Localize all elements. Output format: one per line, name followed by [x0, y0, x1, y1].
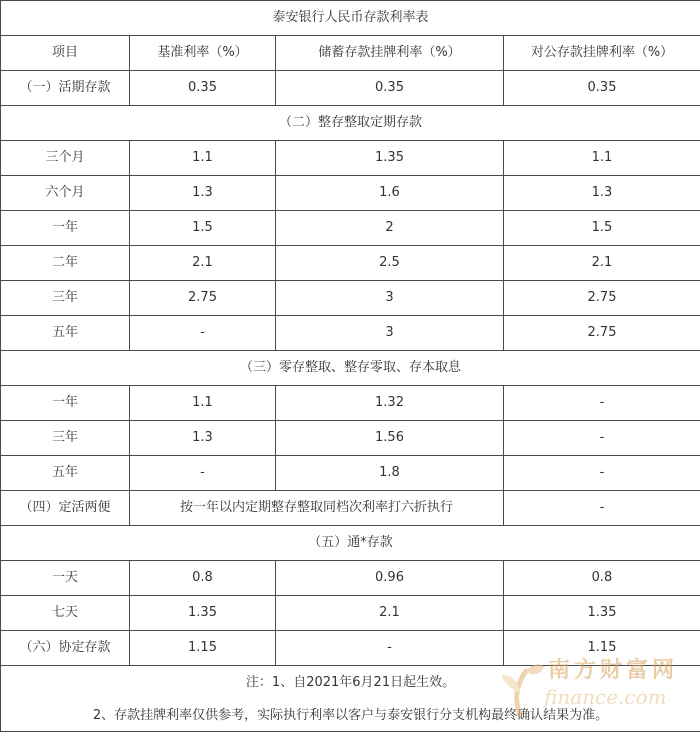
row-label: 二年 [1, 246, 130, 281]
base-rate-cell: 1.5 [130, 211, 276, 246]
base-rate-cell: 0.35 [130, 71, 276, 106]
savings-rate-cell: 2 [276, 211, 504, 246]
row-label: 一年 [1, 386, 130, 421]
corporate-rate-cell: 2.75 [504, 281, 700, 316]
table-title-row [1, 1, 700, 36]
row-label: 三年 [1, 281, 130, 316]
table-row [1, 281, 700, 316]
corporate-rate-cell: 1.3 [504, 176, 700, 211]
row-label: 五年 [1, 316, 130, 351]
header-corporate-rate: 对公存款挂牌利率（%） [504, 36, 700, 71]
table-row [1, 176, 700, 211]
section-header-row [1, 526, 700, 561]
table-title: 泰安银行人民币存款利率表 [1, 1, 700, 36]
corporate-rate-cell: 1.15 [504, 631, 700, 666]
base-rate-cell: 2.75 [130, 281, 276, 316]
base-rate-cell: 1.3 [130, 176, 276, 211]
corporate-rate-cell: 2.1 [504, 246, 700, 281]
savings-rate-cell: 2.1 [276, 596, 504, 631]
savings-rate-cell: 2.5 [276, 246, 504, 281]
base-rate-cell: 1.1 [130, 386, 276, 421]
base-rate-cell: 2.1 [130, 246, 276, 281]
base-rate-cell: 1.3 [130, 421, 276, 456]
base-rate-cell: 0.8 [130, 561, 276, 596]
table-row [1, 631, 700, 666]
row-label: 三个月 [1, 141, 130, 176]
savings-rate-cell: 1.32 [276, 386, 504, 421]
savings-rate-cell: 1.35 [276, 141, 504, 176]
header-item: 项目 [1, 36, 130, 71]
corporate-rate-cell: - [504, 421, 700, 456]
table-row [1, 421, 700, 456]
row-label: 一天 [1, 561, 130, 596]
section-title: （二）整存整取定期存款 [1, 106, 700, 141]
section-title: （三）零存整取、整存零取、存本取息 [1, 351, 700, 386]
header-row [1, 36, 700, 71]
note-effective-date: 注：1、自2021年6月21日起生效。 [1, 666, 700, 701]
row-label: 七天 [1, 596, 130, 631]
base-rate-cell: 1.1 [130, 141, 276, 176]
row-label: （四）定活两便 [1, 491, 130, 526]
corporate-rate-cell: 0.8 [504, 561, 700, 596]
table-row [1, 71, 700, 106]
savings-rate-cell: 0.35 [276, 71, 504, 106]
table-row [1, 211, 700, 246]
note-disclaimer: 2、存款挂牌利率仅供参考，实际执行利率以客户与泰安银行分支机构最终确认结果为准。 [1, 701, 700, 732]
corporate-rate-cell: 1.1 [504, 141, 700, 176]
header-base-rate: 基准利率（%） [130, 36, 276, 71]
note-row [1, 666, 700, 701]
savings-rate-cell: 0.96 [276, 561, 504, 596]
savings-rate-cell: 1.8 [276, 456, 504, 491]
savings-rate-cell: 1.56 [276, 421, 504, 456]
row-label: （一）活期存款 [1, 71, 130, 106]
base-rate-cell: 1.15 [130, 631, 276, 666]
savings-rate-cell: - [276, 631, 504, 666]
table-row [1, 141, 700, 176]
table-row [1, 596, 700, 631]
corporate-rate-cell: 1.5 [504, 211, 700, 246]
base-rate-cell: - [130, 456, 276, 491]
table-row [1, 316, 700, 351]
base-rate-cell: 1.35 [130, 596, 276, 631]
watermark-url: finance.com [544, 685, 667, 709]
table-row [1, 246, 700, 281]
row-label: 五年 [1, 456, 130, 491]
savings-rate-cell: 1.6 [276, 176, 504, 211]
savings-rate-cell: 3 [276, 281, 504, 316]
corporate-rate-cell: 2.75 [504, 316, 700, 351]
corporate-rate-cell: - [504, 491, 700, 526]
watermark-name: 南方财富网 [548, 653, 678, 684]
section-title: （五）通*存款 [1, 526, 700, 561]
table-row [1, 386, 700, 421]
savings-rate-cell: 3 [276, 316, 504, 351]
section-header-row [1, 106, 700, 141]
row-label: （六）协定存款 [1, 631, 130, 666]
note-row [1, 701, 700, 732]
corporate-rate-cell: 1.35 [504, 596, 700, 631]
table-row [1, 561, 700, 596]
rule-cell: 按一年以内定期整存整取同档次利率打六折执行 [130, 491, 504, 526]
header-savings-rate: 储蓄存款挂牌利率（%） [276, 36, 504, 71]
table-row [1, 456, 700, 491]
base-rate-cell: - [130, 316, 276, 351]
row-label: 六个月 [1, 176, 130, 211]
corporate-rate-cell: 0.35 [504, 71, 700, 106]
table-row [1, 491, 700, 526]
corporate-rate-cell: - [504, 386, 700, 421]
row-label: 一年 [1, 211, 130, 246]
row-label: 三年 [1, 421, 130, 456]
section-header-row [1, 351, 700, 386]
corporate-rate-cell: - [504, 456, 700, 491]
